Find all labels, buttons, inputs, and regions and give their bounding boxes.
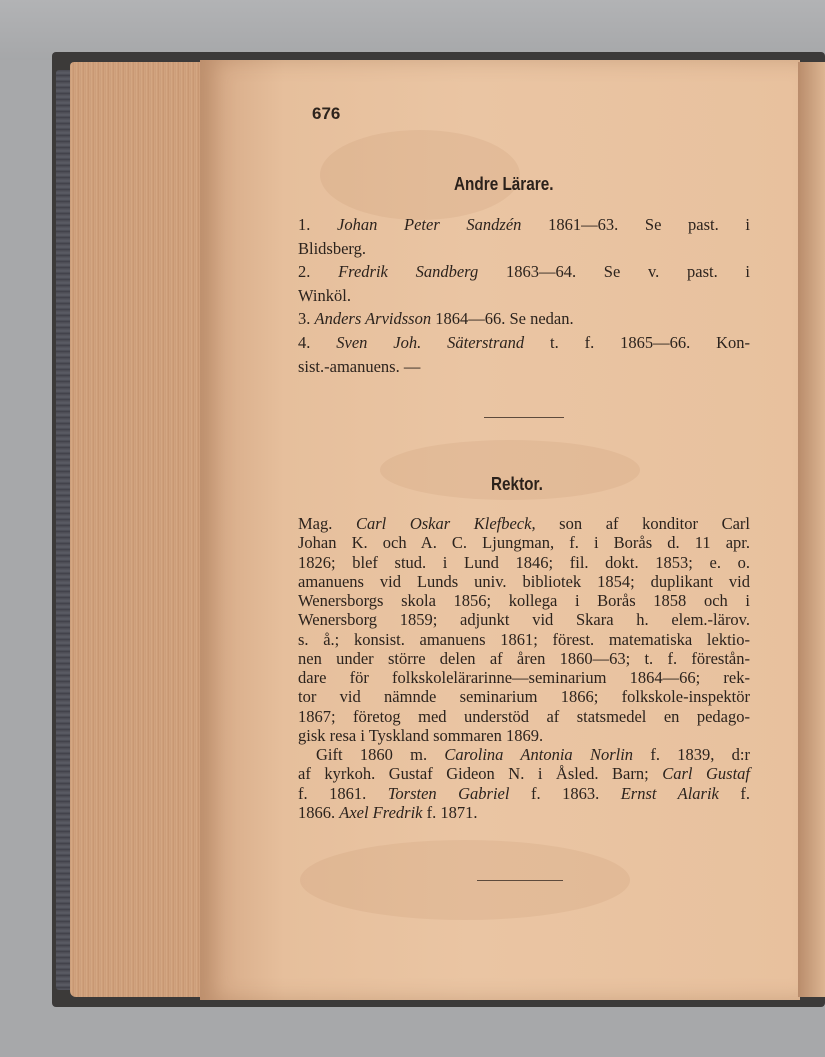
text-span: dare för folkskolelärarinne—seminarium 1864—66; rek-: [298, 668, 750, 687]
text-line: [298, 591, 750, 611]
text-line: [298, 764, 750, 784]
text-span: 1826; blef stud. i Lund 1846; fil. dokt. 1853; e. o.: [298, 552, 750, 572]
text-line: [298, 514, 750, 534]
text-span: Mag.: [298, 514, 356, 533]
text-span: tor vid nämnde seminarium 1866; folkskole-inspektör: [298, 687, 750, 707]
text-span: amanuens vid Lunds univ. bibliotek 1854; duplikant vid: [298, 571, 750, 591]
text-span: Johan K. och A. C. Ljungman, f. i Borås d. 11 apr.: [298, 533, 750, 553]
text-span: 1867; företog med understöd af statsmedel en pedago-: [298, 706, 750, 726]
text-line: [298, 610, 750, 630]
italic-name: Axel Fredrik: [339, 802, 423, 822]
section-heading-andre-larare: Andre Lärare.: [454, 174, 554, 194]
italic-name: Sven Joh. Säterstrand: [336, 333, 525, 352]
facing-page-edge: [798, 62, 825, 997]
text-line: [298, 533, 750, 553]
text-line: [298, 333, 750, 353]
italic-name: Torsten Gabriel: [387, 783, 510, 803]
text-line: [298, 262, 750, 282]
background: [0, 0, 825, 60]
text-span: sist.-amanuens. —: [298, 356, 421, 376]
text-line: [298, 286, 750, 306]
text-line: [298, 707, 750, 727]
text-line: [298, 309, 750, 329]
text-line: [298, 687, 750, 707]
text-span: 1.: [298, 215, 338, 234]
text-span: Gift 1860 m.: [316, 745, 445, 764]
text-line: [298, 553, 750, 573]
section-heading-rektor: Rektor.: [491, 474, 543, 494]
text-span: f. 1863.: [509, 783, 621, 803]
text-line: [298, 239, 750, 259]
text-span: f. 1871.: [422, 802, 478, 822]
text-line: [298, 726, 750, 746]
text-line: [316, 745, 750, 765]
section-divider: [484, 417, 564, 418]
text-span: Wenersborg 1859; adjunkt vid Skara h. elem.-lärov.: [298, 610, 750, 630]
text-span: 1861—63. Se past. i: [521, 215, 751, 234]
text-line: [298, 784, 750, 804]
text-span: Winköl.: [298, 285, 351, 305]
end-rule: [477, 880, 563, 881]
text-span: f. 1861.: [298, 783, 388, 803]
text-span: 4.: [298, 333, 337, 352]
text-span: 2.: [298, 262, 339, 282]
text-line: [298, 668, 750, 688]
text-line: [298, 803, 750, 823]
text-span: 3.: [298, 309, 315, 329]
text-span: 1864—66. Se nedan.: [431, 309, 574, 329]
text-span: Blidsberg.: [298, 238, 366, 258]
italic-name: Johan Peter Sandzén: [337, 215, 522, 234]
text-line: [298, 215, 750, 235]
text-span: son af konditor Carl: [535, 514, 751, 533]
italic-name: Anders Arvidsson: [314, 309, 432, 329]
italic-name: Fredrik Sandberg: [338, 262, 479, 282]
text-line: [298, 572, 750, 592]
show-through-blotch: [300, 840, 630, 920]
italic-name: Ernst Alarik: [620, 783, 719, 803]
italic-name: Carolina Antonia Norlin: [444, 745, 634, 764]
text-span: t. f. 1865—66. Kon-: [524, 333, 750, 352]
text-span: f. 1839, d:r: [633, 745, 750, 764]
text-line: [298, 630, 750, 650]
text-span: Wenersborgs skola 1856; kollega i Borås 1858 och i: [298, 591, 750, 610]
page-number: 676: [312, 104, 341, 123]
text-span: 1863—64. Se v. past. i: [478, 262, 751, 282]
italic-name: Carl Gustaf: [662, 764, 750, 784]
text-line: [298, 649, 750, 669]
text-span: s. å.; konsist. amanuens 1861; förest. matematiska lektio-: [298, 629, 750, 649]
text-span: nen under större delen af åren 1860—63; t. f. förestån-: [298, 648, 750, 668]
italic-name: Carl Oskar Klefbeck,: [355, 514, 536, 533]
text-span: 1866.: [298, 802, 340, 822]
text-span: af kyrkoh. Gustaf Gideon N. i Åsled. Barn;: [298, 764, 663, 784]
text-span: gisk resa i Tyskland sommaren 1869.: [298, 725, 544, 745]
text-span: f.: [718, 783, 751, 803]
text-line: [298, 357, 750, 377]
